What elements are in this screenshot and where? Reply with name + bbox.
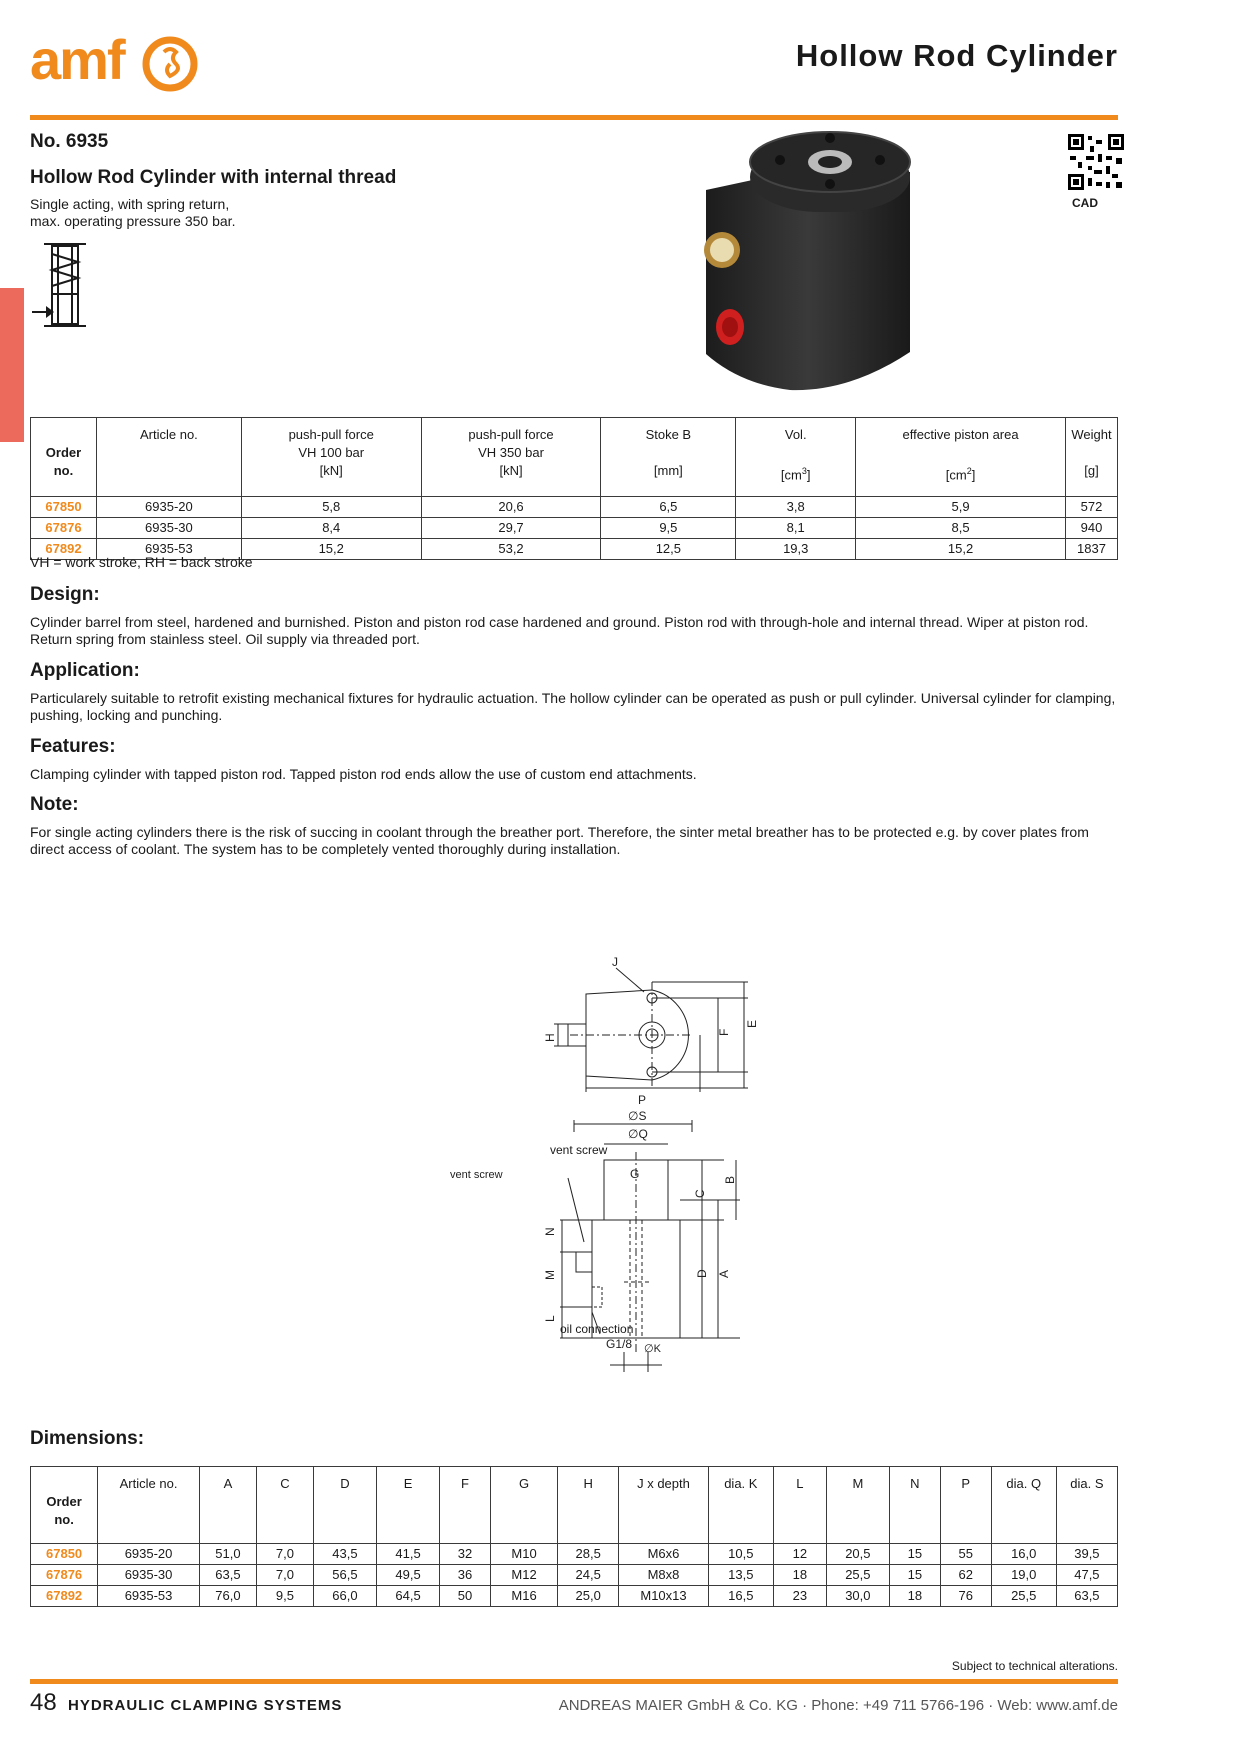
cell: 32	[440, 1544, 491, 1565]
cell: 7,0	[256, 1544, 313, 1565]
dim-label-d: D	[695, 1269, 709, 1278]
dim-label-n: N	[543, 1227, 557, 1236]
cell: 8,4	[241, 518, 421, 539]
desc-line-2: max. operating pressure 350 bar.	[30, 213, 236, 229]
cad-label: CAD	[1072, 196, 1098, 210]
table-row	[31, 1565, 1118, 1586]
col-weight: Weight [g]	[1065, 418, 1117, 497]
dim-label-g: G	[630, 1167, 640, 1181]
cell: 8,5	[856, 518, 1066, 539]
cell: 15,2	[856, 539, 1066, 560]
section-side-tab	[0, 288, 24, 442]
cell: 24,5	[558, 1565, 619, 1586]
cell: 36	[440, 1565, 491, 1586]
cell: 25,5	[991, 1586, 1056, 1607]
cell: 13,5	[708, 1565, 773, 1586]
dimensions-table	[30, 1466, 1118, 1607]
brand-logo-icon	[140, 34, 200, 94]
application-text: Particularely suitable to retrofit existing mechanical fixtures for hydraulic actuation. The hollow cylinder can be operated as push or pull cylinder. Universal cylinder for clamping, pushing, locking and punching.	[30, 690, 1116, 723]
note-heading: Note:	[30, 794, 79, 815]
cell: M6x6	[619, 1544, 709, 1565]
cell: 18	[889, 1586, 940, 1607]
cell: 28,5	[558, 1544, 619, 1565]
cell: 64,5	[377, 1586, 440, 1607]
cell: 6935-30	[98, 1565, 200, 1586]
cell: M12	[490, 1565, 557, 1586]
top-divider	[30, 115, 1118, 120]
cell: 20,6	[421, 497, 601, 518]
product-number: No. 6935	[30, 131, 109, 152]
table-legend: VH = work stroke, RH = back stroke	[30, 554, 253, 570]
bottom-divider	[30, 1679, 1118, 1684]
col-article-no: Article no.	[96, 418, 241, 497]
col-f: F	[440, 1467, 491, 1544]
cell: 572	[1065, 497, 1117, 518]
dim-label-l: L	[543, 1315, 557, 1322]
cell: 50	[440, 1586, 491, 1607]
desc-line-1: Single acting, with spring return,	[30, 196, 230, 212]
order-label: Order no.	[45, 445, 82, 478]
dim-label-b: B	[723, 1175, 737, 1184]
cell: 7,0	[256, 1565, 313, 1586]
cell: 19,3	[736, 539, 856, 560]
col-m: M	[826, 1467, 889, 1544]
col-order-no	[31, 418, 97, 497]
cell: 3,8	[736, 497, 856, 518]
col-force-100: push-pull force VH 100 bar [kN]	[241, 418, 421, 497]
col-a: A	[199, 1467, 256, 1544]
cell: 6935-53	[96, 539, 241, 560]
spec-table-header	[31, 418, 1118, 497]
cell: 63,5	[1056, 1586, 1117, 1607]
cell: M10x13	[619, 1586, 709, 1607]
product-description	[30, 196, 235, 230]
cell: 30,0	[826, 1586, 889, 1607]
order-number-link[interactable]: 67850	[31, 1544, 98, 1565]
cell: 16,0	[991, 1544, 1056, 1565]
cell: 51,0	[199, 1544, 256, 1565]
table-row	[31, 1544, 1118, 1565]
cell: 47,5	[1056, 1565, 1117, 1586]
oil-connection-caption: oil connection	[560, 1322, 634, 1336]
cell: 18	[773, 1565, 826, 1586]
cell: 5,9	[856, 497, 1066, 518]
cell: 25,0	[558, 1586, 619, 1607]
order-number-link[interactable]: 67876	[31, 1565, 98, 1586]
order-number-link[interactable]: 67876	[31, 518, 97, 539]
cell: 6935-53	[98, 1586, 200, 1607]
cell: 56,5	[313, 1565, 376, 1586]
section-label: HYDRAULIC CLAMPING SYSTEMS	[68, 1697, 343, 1714]
order-number-link[interactable]: 67850	[31, 497, 97, 518]
cell: 62	[940, 1565, 991, 1586]
dim-label-q: ∅Q	[628, 1127, 648, 1141]
cell: 53,2	[421, 539, 601, 560]
cell: 41,5	[377, 1544, 440, 1565]
cad-qr-code-icon[interactable]	[1066, 132, 1126, 192]
hydraulic-symbol-icon	[30, 240, 90, 332]
cell: 10,5	[708, 1544, 773, 1565]
design-text: Cylinder barrel from steel, hardened and burnished. Piston and piston rod case hardened and ground. Piston rod with through-hole and internal thread. Wiper at piston rod. Return spring from stainless steel. Oil supply via threaded port.	[30, 614, 1089, 647]
table-row	[31, 497, 1118, 518]
cell: 1837	[1065, 539, 1117, 560]
col-article-no: Article no.	[98, 1467, 200, 1544]
cell: 6,5	[601, 497, 736, 518]
page-number: 48	[30, 1689, 57, 1716]
design-heading: Design:	[30, 584, 100, 605]
page-title: Hollow Rod Cylinder	[795, 38, 1118, 73]
cell: M8x8	[619, 1565, 709, 1586]
cell: 15	[889, 1565, 940, 1586]
dim-label-k: ∅K	[644, 1343, 661, 1355]
dim-label-j: J	[612, 955, 618, 969]
alterations-note: Subject to technical alterations.	[951, 1659, 1118, 1673]
col-g: G	[490, 1467, 557, 1544]
spec-table	[30, 417, 1118, 560]
technical-drawing	[450, 952, 770, 1372]
cell: 12	[773, 1544, 826, 1565]
order-label: Order no.	[46, 1494, 82, 1527]
dimensions-heading: Dimensions:	[30, 1428, 145, 1449]
product-photo	[700, 122, 930, 400]
col-stroke: Stoke B [mm]	[601, 418, 736, 497]
cell: 16,5	[708, 1586, 773, 1607]
cell: 49,5	[377, 1565, 440, 1586]
cell: 9,5	[601, 518, 736, 539]
col-dia-s: dia. S	[1056, 1467, 1117, 1544]
cell: 20,5	[826, 1544, 889, 1565]
cell: 76	[940, 1586, 991, 1607]
cell: 940	[1065, 518, 1117, 539]
cell: 9,5	[256, 1586, 313, 1607]
cell: 43,5	[313, 1544, 376, 1565]
cell: 39,5	[1056, 1544, 1117, 1565]
dim-label-c: C	[693, 1189, 707, 1198]
dimensions-table-header	[31, 1467, 1118, 1544]
cell: 12,5	[601, 539, 736, 560]
cell: 76,0	[199, 1586, 256, 1607]
cell: 5,8	[241, 497, 421, 518]
dim-label-g18: G1/8	[606, 1337, 633, 1351]
col-h: H	[558, 1467, 619, 1544]
cell: 29,7	[421, 518, 601, 539]
dim-label-m: M	[543, 1270, 557, 1280]
cell: M10	[490, 1544, 557, 1565]
cell: 66,0	[313, 1586, 376, 1607]
cell: 6935-30	[96, 518, 241, 539]
note-text: For single acting cylinders there is the risk of succing in coolant through the breather port. Therefore, the sinter metal breather has to be protected e.g. by cover plates from direct access of coolant. The system has to be completely vented thoroughly during installation.	[30, 824, 1089, 857]
col-volume: Vol. $[cm^3]$	[736, 418, 856, 497]
cell: 63,5	[199, 1565, 256, 1586]
col-order-no	[31, 1467, 98, 1544]
col-e: E	[377, 1467, 440, 1544]
product-title: Hollow Rod Cylinder with internal thread	[30, 167, 397, 188]
features-heading: Features:	[30, 736, 116, 757]
col-d: D	[313, 1467, 376, 1544]
vent-screw-caption: vent screw	[550, 1143, 608, 1157]
cell: 55	[940, 1544, 991, 1565]
dim-label-f: F	[717, 1028, 731, 1036]
cell: 6935-20	[98, 1544, 200, 1565]
col-force-350: push-pull force VH 350 bar [kN]	[421, 418, 601, 497]
cell: 23	[773, 1586, 826, 1607]
dim-label-e: E	[745, 1019, 759, 1028]
features-text: Clamping cylinder with tapped piston rod. Tapped piston rod ends allow the use of custom end attachments.	[30, 766, 697, 782]
col-p: P	[940, 1467, 991, 1544]
col-c: C	[256, 1467, 313, 1544]
col-dia-q: dia. Q	[991, 1467, 1056, 1544]
cell: 8,1	[736, 518, 856, 539]
table-row	[31, 1586, 1118, 1607]
vent-screw-label: vent screw	[450, 1169, 503, 1181]
application-heading: Application:	[30, 660, 140, 681]
company-info: ANDREAS MAIER GmbH & Co. KG · Phone: +49 711 5766-196 · Web: www.amf.de	[558, 1697, 1118, 1714]
dim-label-h: H	[543, 1033, 557, 1042]
dim-label-a: A	[717, 1269, 731, 1278]
cell: M16	[490, 1586, 557, 1607]
col-piston-area: effective piston area $[cm^2]$	[856, 418, 1066, 497]
col-l: L	[773, 1467, 826, 1544]
cell: 19,0	[991, 1565, 1056, 1586]
dim-label-p: P	[638, 1093, 647, 1107]
cell: 25,5	[826, 1565, 889, 1586]
table-row	[31, 518, 1118, 539]
col-n: N	[889, 1467, 940, 1544]
cell: 15	[889, 1544, 940, 1565]
dim-label-s: ∅S	[628, 1109, 647, 1123]
order-number-link[interactable]: 67892	[31, 539, 97, 560]
col-j-depth: J x depth	[619, 1467, 709, 1544]
cell: 6935-20	[96, 497, 241, 518]
col-dia-k: dia. K	[708, 1467, 773, 1544]
order-number-link[interactable]: 67892	[31, 1586, 98, 1607]
brand-logo-text: amf	[30, 28, 124, 91]
cell: 15,2	[241, 539, 421, 560]
